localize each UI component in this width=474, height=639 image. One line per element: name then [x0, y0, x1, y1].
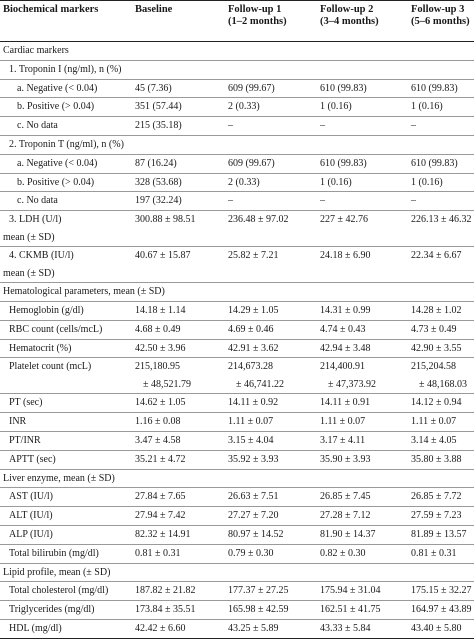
row-value-2: –: [228, 195, 233, 207]
row-value-4: 226.13 ± 46.32: [411, 214, 472, 226]
table-row: [0, 135, 474, 155]
row-value-1: 45 (7.36): [135, 82, 172, 94]
row-label: Lipid profile, mean (± SD): [3, 566, 111, 578]
row-label: 2. Troponin T (ng/ml), n (%): [9, 139, 124, 150]
row-value-4: 1.11 ± 0.07: [411, 416, 457, 428]
row-value-1: 35.21 ± 4.72: [135, 453, 186, 465]
row-label: INR: [9, 416, 27, 428]
table-row: [0, 469, 474, 489]
row-value-1: 27.94 ± 7.42: [135, 510, 186, 522]
row-value-4: –: [411, 195, 416, 207]
row-value-2: 35.92 ± 3.93: [228, 453, 279, 465]
table-row: [0, 320, 474, 340]
row-value-2: 0.79 ± 0.30: [228, 547, 274, 559]
row-value-3: –: [320, 120, 325, 132]
table-row: [0, 525, 474, 545]
row-value-1: 87 (16.24): [135, 157, 177, 169]
row-value-3: 26.85 ± 7.45: [320, 491, 371, 503]
row-value-4: 14.12 ± 0.94: [411, 397, 462, 409]
row-value-2: 26.63 ± 7.51: [228, 491, 279, 503]
header-baseline: Baseline: [135, 4, 173, 15]
row-value-1: 215,180.95 ± 48,521.79: [135, 361, 191, 391]
row-label: ALT (IU/l): [9, 510, 53, 522]
row-value-1: 328 (53.68): [135, 176, 182, 188]
row-value-1: 42.50 ± 3.96: [135, 342, 186, 354]
row-value-1: 215 (35.18): [135, 120, 182, 132]
row-value-3: 4.74 ± 0.43: [320, 323, 366, 335]
table-row: [0, 173, 474, 193]
row-label: b. Positive (> 0.04): [17, 101, 95, 113]
row-label: b. Positive (> 0.04): [17, 176, 95, 188]
row-value-2: 42.91 ± 3.62: [228, 342, 279, 354]
table-row: [0, 450, 474, 470]
header-follow-up-3: Follow-up 3 (5–6 months): [411, 4, 470, 27]
row-value-4: 610 (99.83): [411, 82, 458, 94]
row-label: AST (IU/l): [9, 491, 53, 503]
row-label: 3. LDH (U/l) mean (± SD): [3, 214, 62, 244]
row-value-2: –: [228, 120, 233, 132]
row-value-1: 14.62 ± 1.05: [135, 397, 186, 409]
row-value-4: 35.80 ± 3.88: [411, 453, 462, 465]
row-value-3: 14.31 ± 0.99: [320, 305, 371, 316]
table-row: [0, 97, 474, 117]
table-row: [0, 563, 474, 583]
row-value-1: 42.42 ± 6.60: [135, 623, 186, 634]
table-row: [0, 154, 474, 174]
row-value-1: 1.16 ± 0.08: [135, 416, 181, 428]
row-label: c. No data: [17, 120, 58, 132]
row-value-4: 43.40 ± 5.80: [411, 623, 462, 634]
row-label: Total cholesterol (mg/dl): [9, 585, 109, 597]
row-value-3: 81.90 ± 14.37: [320, 529, 376, 540]
row-value-3: 14.11 ± 0.91: [320, 397, 371, 409]
row-value-3: 162.51 ± 41.75: [320, 604, 381, 616]
row-value-3: 43.33 ± 5.84: [320, 623, 371, 634]
row-value-3: 214,400.91 ± 47,373.92: [320, 361, 376, 391]
row-label: PT/INR: [9, 435, 41, 446]
row-value-3: 24.18 ± 6.90: [320, 250, 371, 262]
row-label: Platelet count (mcL): [9, 361, 92, 373]
table-row: [0, 41, 474, 61]
row-label: Triglycerides (mg/dl): [9, 604, 95, 616]
row-label: Hematological parameters, mean (± SD): [3, 286, 165, 298]
row-label: c. No data: [17, 195, 58, 207]
row-value-1: 14.18 ± 1.14: [135, 305, 186, 316]
row-value-4: 4.73 ± 0.49: [411, 323, 457, 335]
row-label: APTT (sec): [9, 453, 56, 465]
row-value-1: 4.68 ± 0.49: [135, 323, 181, 335]
row-value-1: 82.32 ± 14.91: [135, 529, 191, 540]
table-row: [0, 282, 474, 302]
row-value-3: 610 (99.83): [320, 157, 367, 169]
row-value-2: 2 (0.33): [228, 101, 260, 113]
row-value-2: 214,673.28 ± 46,741.22: [228, 361, 284, 391]
row-value-2: 165.98 ± 42.59: [228, 604, 289, 616]
row-label: a. Negative (< 0.04): [17, 157, 98, 169]
row-value-2: 43.25 ± 5.89: [228, 623, 279, 634]
row-value-4: 26.85 ± 7.72: [411, 491, 462, 503]
row-label: Liver enzyme, mean (± SD): [3, 472, 115, 484]
row-value-4: 175.15 ± 32.27: [411, 585, 472, 597]
row-value-1: 187.82 ± 21.82: [135, 585, 196, 597]
row-label: 1. Troponin I (ng/ml), n (%): [9, 63, 122, 75]
row-value-4: 14.28 ± 1.02: [411, 305, 462, 316]
row-value-3: 1 (0.16): [320, 176, 352, 188]
row-value-4: 164.97 ± 43.89: [411, 604, 472, 616]
row-value-1: 351 (57.44): [135, 101, 182, 113]
table-row: [0, 191, 474, 211]
row-value-3: 42.94 ± 3.48: [320, 342, 371, 354]
row-value-3: 27.28 ± 7.12: [320, 510, 371, 522]
table-row: [0, 619, 474, 639]
row-label: Cardiac markers: [3, 45, 69, 56]
row-value-4: –: [411, 120, 416, 132]
row-value-3: –: [320, 195, 325, 207]
row-value-3: 227 ± 42.76: [320, 214, 368, 226]
row-value-3: 35.90 ± 3.93: [320, 453, 371, 465]
row-value-4: 3.14 ± 4.05: [411, 435, 457, 446]
row-value-3: 3.17 ± 4.11: [320, 435, 366, 446]
row-value-1: 300.88 ± 98.51: [135, 214, 196, 226]
row-value-1: 3.47 ± 4.58: [135, 435, 181, 446]
row-label: PT (sec): [9, 397, 43, 409]
row-value-4: 0.81 ± 0.31: [411, 547, 457, 559]
row-value-2: 14.29 ± 1.05: [228, 305, 279, 316]
row-value-3: 610 (99.83): [320, 82, 367, 94]
table-row: [0, 412, 474, 432]
header-biochemical-markers: Biochemical markers: [3, 4, 99, 15]
table-row: [0, 301, 474, 321]
table-row: [0, 339, 474, 359]
table-row: [0, 393, 474, 413]
table-row: [0, 544, 474, 564]
header-follow-up-1: Follow-up 1 (1–2 months): [228, 4, 287, 27]
row-value-2: 609 (99.67): [228, 82, 275, 94]
row-value-1: 173.84 ± 35.51: [135, 604, 196, 616]
table-header: [0, 0, 474, 42]
row-label: Hematocrit (%): [9, 342, 72, 354]
row-label: 4. CKMB (IU/l) mean (± SD): [3, 250, 74, 280]
row-label: Hemoglobin (g/dl): [9, 305, 84, 316]
header-follow-up-2: Follow-up 2 (3–4 months): [320, 4, 379, 27]
table-row: [0, 357, 474, 394]
row-value-2: 25.82 ± 7.21: [228, 250, 279, 262]
row-value-1: 0.81 ± 0.31: [135, 547, 181, 559]
row-value-4: 42.90 ± 3.55: [411, 342, 462, 354]
row-label: ALP (IU/l): [9, 529, 53, 540]
table-row: [0, 210, 474, 247]
row-value-4: 1 (0.16): [411, 176, 443, 188]
row-value-2: 27.27 ± 7.20: [228, 510, 279, 522]
table-row: [0, 581, 474, 601]
row-label: HDL (mg/dl): [9, 623, 62, 634]
table-row: [0, 506, 474, 526]
row-label: RBC count (cells/mcL): [9, 323, 103, 335]
row-value-2: 14.11 ± 0.92: [228, 397, 279, 409]
row-value-2: 177.37 ± 27.25: [228, 585, 289, 597]
row-value-1: 27.84 ± 7.65: [135, 491, 186, 503]
table-row: [0, 431, 474, 451]
row-value-2: 80.97 ± 14.52: [228, 529, 284, 540]
table-row: [0, 246, 474, 283]
row-value-1: 197 (32.24): [135, 195, 182, 207]
table-row: [0, 79, 474, 99]
row-value-1: 40.67 ± 15.87: [135, 250, 191, 262]
row-value-2: 4.69 ± 0.46: [228, 323, 274, 335]
row-value-2: 609 (99.67): [228, 157, 275, 169]
row-value-2: 2 (0.33): [228, 176, 260, 188]
row-value-4: 215,204.58 ± 48,168.03: [411, 361, 467, 391]
row-label: a. Negative (< 0.04): [17, 82, 98, 94]
row-value-3: 1.11 ± 0.07: [320, 416, 366, 428]
row-value-2: 236.48 ± 97.02: [228, 214, 289, 226]
row-value-2: 3.15 ± 4.04: [228, 435, 274, 446]
row-value-4: 81.89 ± 13.57: [411, 529, 467, 540]
row-value-4: 1 (0.16): [411, 101, 443, 113]
row-value-3: 0.82 ± 0.30: [320, 547, 366, 559]
row-value-3: 175.94 ± 31.04: [320, 585, 381, 597]
row-label: Total bilirubin (mg/dl): [9, 547, 99, 559]
table-row: [0, 60, 474, 80]
row-value-4: 22.34 ± 6.67: [411, 250, 462, 262]
row-value-4: 610 (99.83): [411, 157, 458, 169]
table-row: [0, 600, 474, 620]
row-value-2: 1.11 ± 0.07: [228, 416, 274, 428]
table-row: [0, 116, 474, 136]
table-row: [0, 487, 474, 507]
row-value-4: 27.59 ± 7.23: [411, 510, 462, 522]
row-value-3: 1 (0.16): [320, 101, 352, 113]
